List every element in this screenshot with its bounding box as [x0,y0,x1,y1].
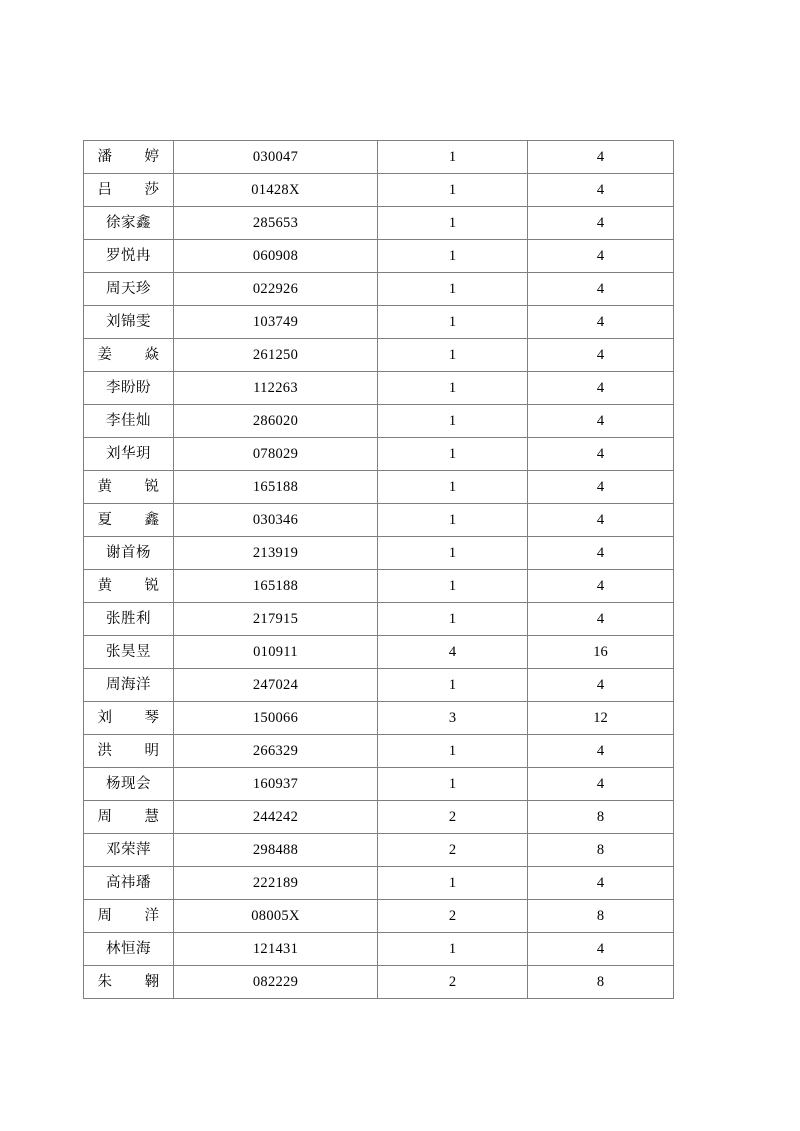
name-text: 周 慧 [97,808,160,825]
cell-count: 1 [378,438,528,471]
cell-id-number: 213919 [174,537,378,570]
cell-count: 1 [378,570,528,603]
table-row [84,966,674,999]
cell-name [84,735,174,768]
table-row [84,372,674,405]
cell-name: 林恒海 [84,933,174,966]
table-row [84,339,674,372]
cell-total: 4 [528,867,674,900]
cell-id-number: 285653 [174,207,378,240]
table-row [84,174,674,207]
cell-count: 1 [378,471,528,504]
cell-count: 1 [378,504,528,537]
table-row [84,669,674,702]
cell-id-number: 030047 [174,141,378,174]
table-row [84,900,674,933]
cell-id-number: 261250 [174,339,378,372]
cell-name: 徐家鑫 [84,207,174,240]
cell-count: 1 [378,867,528,900]
table-row [84,834,674,867]
cell-name: 张昊昱 [84,636,174,669]
cell-total: 8 [528,801,674,834]
cell-name: 刘锦雯 [84,306,174,339]
cell-name: 张胜利 [84,603,174,636]
table-row [84,438,674,471]
name-text: 朱 翱 [97,973,160,990]
name-text: 黄 锐 [97,478,160,495]
cell-total: 8 [528,966,674,999]
cell-total: 16 [528,636,674,669]
cell-name: 李盼盼 [84,372,174,405]
cell-total: 4 [528,306,674,339]
cell-count: 1 [378,141,528,174]
cell-id-number: 112263 [174,372,378,405]
cell-total: 4 [528,537,674,570]
cell-total: 4 [528,174,674,207]
cell-name [84,339,174,372]
cell-count: 1 [378,933,528,966]
cell-id-number: 222189 [174,867,378,900]
name-text: 洪 明 [97,742,160,759]
cell-id-number: 060908 [174,240,378,273]
roster-table-container [83,140,673,999]
cell-name [84,471,174,504]
cell-total: 4 [528,933,674,966]
cell-id-number: 121431 [174,933,378,966]
cell-id-number: 030346 [174,504,378,537]
cell-total: 4 [528,768,674,801]
table-row [84,801,674,834]
table-row [84,867,674,900]
cell-count: 4 [378,636,528,669]
cell-id-number: 022926 [174,273,378,306]
cell-name: 刘华玥 [84,438,174,471]
cell-count: 1 [378,273,528,306]
cell-name [84,900,174,933]
cell-total: 4 [528,141,674,174]
cell-id-number: 266329 [174,735,378,768]
cell-total: 4 [528,669,674,702]
roster-table [83,140,674,999]
cell-total: 4 [528,339,674,372]
table-row [84,702,674,735]
cell-total: 4 [528,240,674,273]
name-text: 黄 锐 [97,577,160,594]
cell-name [84,570,174,603]
cell-id-number: 165188 [174,471,378,504]
cell-name: 李佳灿 [84,405,174,438]
cell-total: 4 [528,471,674,504]
cell-total: 4 [528,438,674,471]
cell-count: 1 [378,372,528,405]
table-row [84,768,674,801]
cell-total: 12 [528,702,674,735]
name-text: 周 洋 [97,907,160,924]
table-row [84,273,674,306]
cell-total: 4 [528,504,674,537]
cell-total: 8 [528,900,674,933]
cell-count: 1 [378,306,528,339]
cell-name [84,966,174,999]
cell-id-number: 078029 [174,438,378,471]
cell-id-number: 150066 [174,702,378,735]
cell-total: 4 [528,570,674,603]
cell-name: 周海洋 [84,669,174,702]
cell-name [84,702,174,735]
cell-id-number: 082229 [174,966,378,999]
cell-id-number: 103749 [174,306,378,339]
cell-count: 2 [378,900,528,933]
cell-name [84,174,174,207]
cell-id-number: 286020 [174,405,378,438]
cell-name: 邓荣萍 [84,834,174,867]
table-row [84,504,674,537]
table-row [84,735,674,768]
cell-name: 高祎璠 [84,867,174,900]
cell-name: 周天珍 [84,273,174,306]
cell-id-number: 01428X [174,174,378,207]
table-row [84,570,674,603]
cell-id-number: 244242 [174,801,378,834]
cell-id-number: 247024 [174,669,378,702]
cell-id-number: 010911 [174,636,378,669]
cell-name [84,141,174,174]
name-text: 姜 焱 [97,346,160,363]
table-row [84,405,674,438]
cell-total: 4 [528,273,674,306]
table-row [84,636,674,669]
cell-id-number: 08005X [174,900,378,933]
cell-count: 2 [378,834,528,867]
cell-count: 1 [378,339,528,372]
table-row [84,603,674,636]
cell-count: 1 [378,405,528,438]
cell-total: 4 [528,405,674,438]
cell-total: 4 [528,735,674,768]
table-row [84,933,674,966]
cell-total: 4 [528,603,674,636]
cell-name [84,801,174,834]
table-row [84,306,674,339]
table-row [84,141,674,174]
cell-name [84,504,174,537]
cell-total: 4 [528,372,674,405]
roster-table-body [84,141,674,999]
table-row [84,471,674,504]
cell-name: 杨现会 [84,768,174,801]
cell-total: 4 [528,207,674,240]
table-row [84,537,674,570]
name-text: 潘 婷 [97,148,160,165]
cell-count: 2 [378,801,528,834]
name-text: 刘 琴 [97,709,160,726]
cell-id-number: 298488 [174,834,378,867]
cell-count: 1 [378,768,528,801]
cell-count: 2 [378,966,528,999]
cell-id-number: 217915 [174,603,378,636]
name-text: 夏 鑫 [97,511,160,528]
table-row [84,207,674,240]
cell-count: 1 [378,669,528,702]
cell-total: 8 [528,834,674,867]
cell-name: 谢首杨 [84,537,174,570]
cell-count: 3 [378,702,528,735]
table-row [84,240,674,273]
cell-id-number: 160937 [174,768,378,801]
cell-id-number: 165188 [174,570,378,603]
cell-count: 1 [378,240,528,273]
cell-count: 1 [378,537,528,570]
cell-name: 罗悦冉 [84,240,174,273]
cell-count: 1 [378,735,528,768]
name-text: 吕 莎 [97,181,160,198]
cell-count: 1 [378,174,528,207]
cell-count: 1 [378,207,528,240]
cell-count: 1 [378,603,528,636]
